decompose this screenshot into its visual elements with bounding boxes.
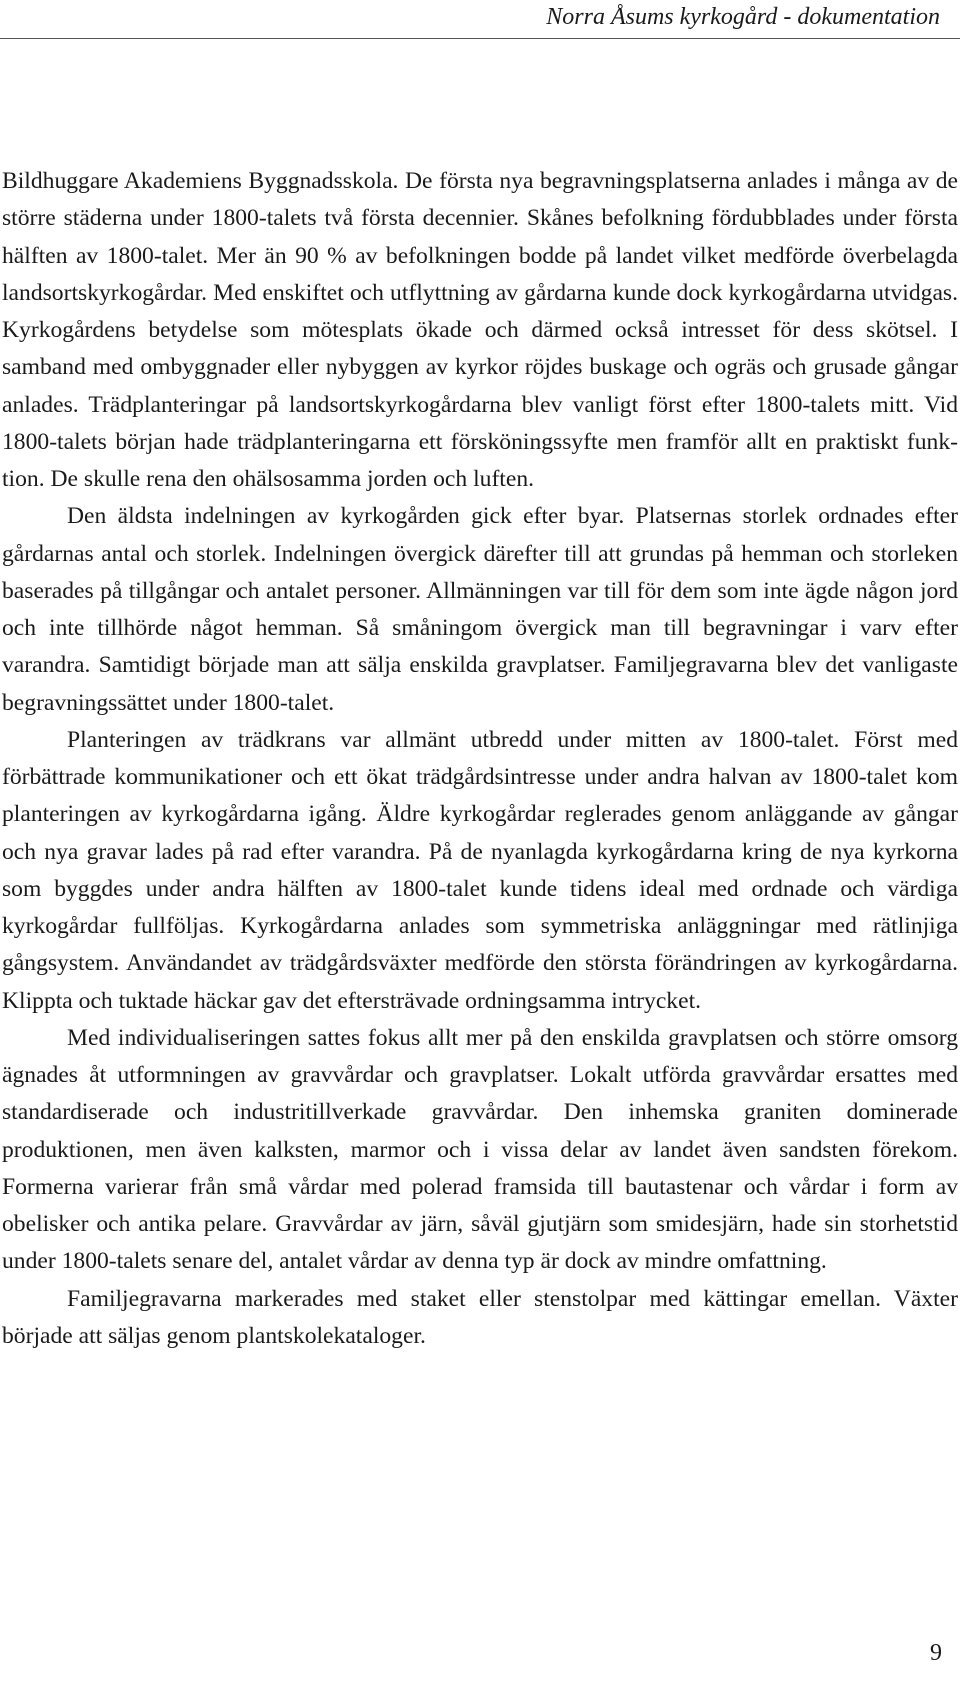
paragraph-1: Bildhuggare Akademiens Byggnadsskola. De första nya begravningsplatserna anlades i många av de större städerna under 1800-talets två första decennier. Skånes befolkning fördubblades under första hälften av 1800-talet. Mer än 90 % av befolkningen bodde på landet vilket medförde överbelagda landsortskyrkogårdar. Med enskiftet och utflyttning av gårdarna kunde dock kyrkogårdarna utvidgas. Kyrkogårdens betydelse som mötesplats ökade och därmed också intresset för dess skötsel. I samband med ombyggnader eller nybyggen av kyrkor röjdes buskage och ogräs och grusade gångar anlades. Trädplanteringar på landsortskyrkogårdarna blev vanligt först efter 1800-talets mitt. Vid 1800-talets början hade trädplanteringarna ett försköningssyfte men framför allt en praktiskt funktion. De skulle rena den ohälsosamma jorden och luften.: [2, 168, 958, 492]
body-text: [2, 163, 958, 1355]
paragraph-5: Familjegravarna markerades med staket eller stenstolpar med kättingar emellan. Växter började att säljas genom plantskolekataloger.: [2, 1285, 958, 1349]
running-header: Norra Åsums kyrkogård - dokumentation: [546, 4, 940, 30]
header-rule: [0, 38, 960, 39]
paragraph-2: Den äldsta indelningen av kyrkogården gick efter byar. Platsernas storlek ordnades efter gårdarnas antal och storlek. Indelningen övergick därefter till att grundas på hemman och storleken baserades på tillgångar och antalet personer. Allmänningen var till för dem som inte ägde någon jord och inte tillhörde något hemman. Så småningom övergick man till begravningar i varv efter varandra. Samtidigt började man att sälja enskilda gravplatser. Familjegravarna blev det vanligaste begravningssättet under 1800-talet.: [2, 503, 958, 716]
page-number: 9: [930, 1640, 942, 1666]
paragraph-4: Med individualiseringen sattes fokus allt mer på den enskilda gravplatsen och större omsorg ägnades åt utformningen av gravvårdar och gravplatser. Lokalt utförda gravvårdar ersattes med standardiserade och industritillverkade gravvårdar. Den inhemska graniten dominerade produktionen, men även kalksten, marmor och i vissa delar av landet även sandsten förekom. Formerna varierar från små vårdar med polerad framsida till bautastenar och vårdar i form av obelisker och antika pelare. Gravvårdar av järn, såväl gjutjärn som smidesjärn, hade sin storhetstid under 1800-talets senare del, antalet vårdar av denna typ är dock av mindre omfattning.: [2, 1024, 958, 1275]
paragraph-3: Planteringen av trädkrans var allmänt utbredd under mitten av 1800-talet. Först med förbättrade kommunikationer och ett ökat trädgårdsintresse under andra halvan av 1800-talet kom planteringen av kyrkogårdarna igång. Äldre kyrkogårdar reglerades genom anläggande av gångar och nya gravar lades på rad efter varandra. På de nyanlagda kyrkogårdarna kring de nya kyrkorna som byggdes under andra hälften av 1800-talet kunde tidens ideal med ordnade och värdiga kyrkogårdar fullföljas. Kyrkogårdarna anlades som symmetriska anläggningar med rätlinjiga gångsystem. Användandet av trädgårdsväxter medförde den största förändringen av kyrkogårdarna. Klippta och tuktade häckar gav det eftersträvade ordningsamma intrycket.: [2, 726, 958, 1014]
